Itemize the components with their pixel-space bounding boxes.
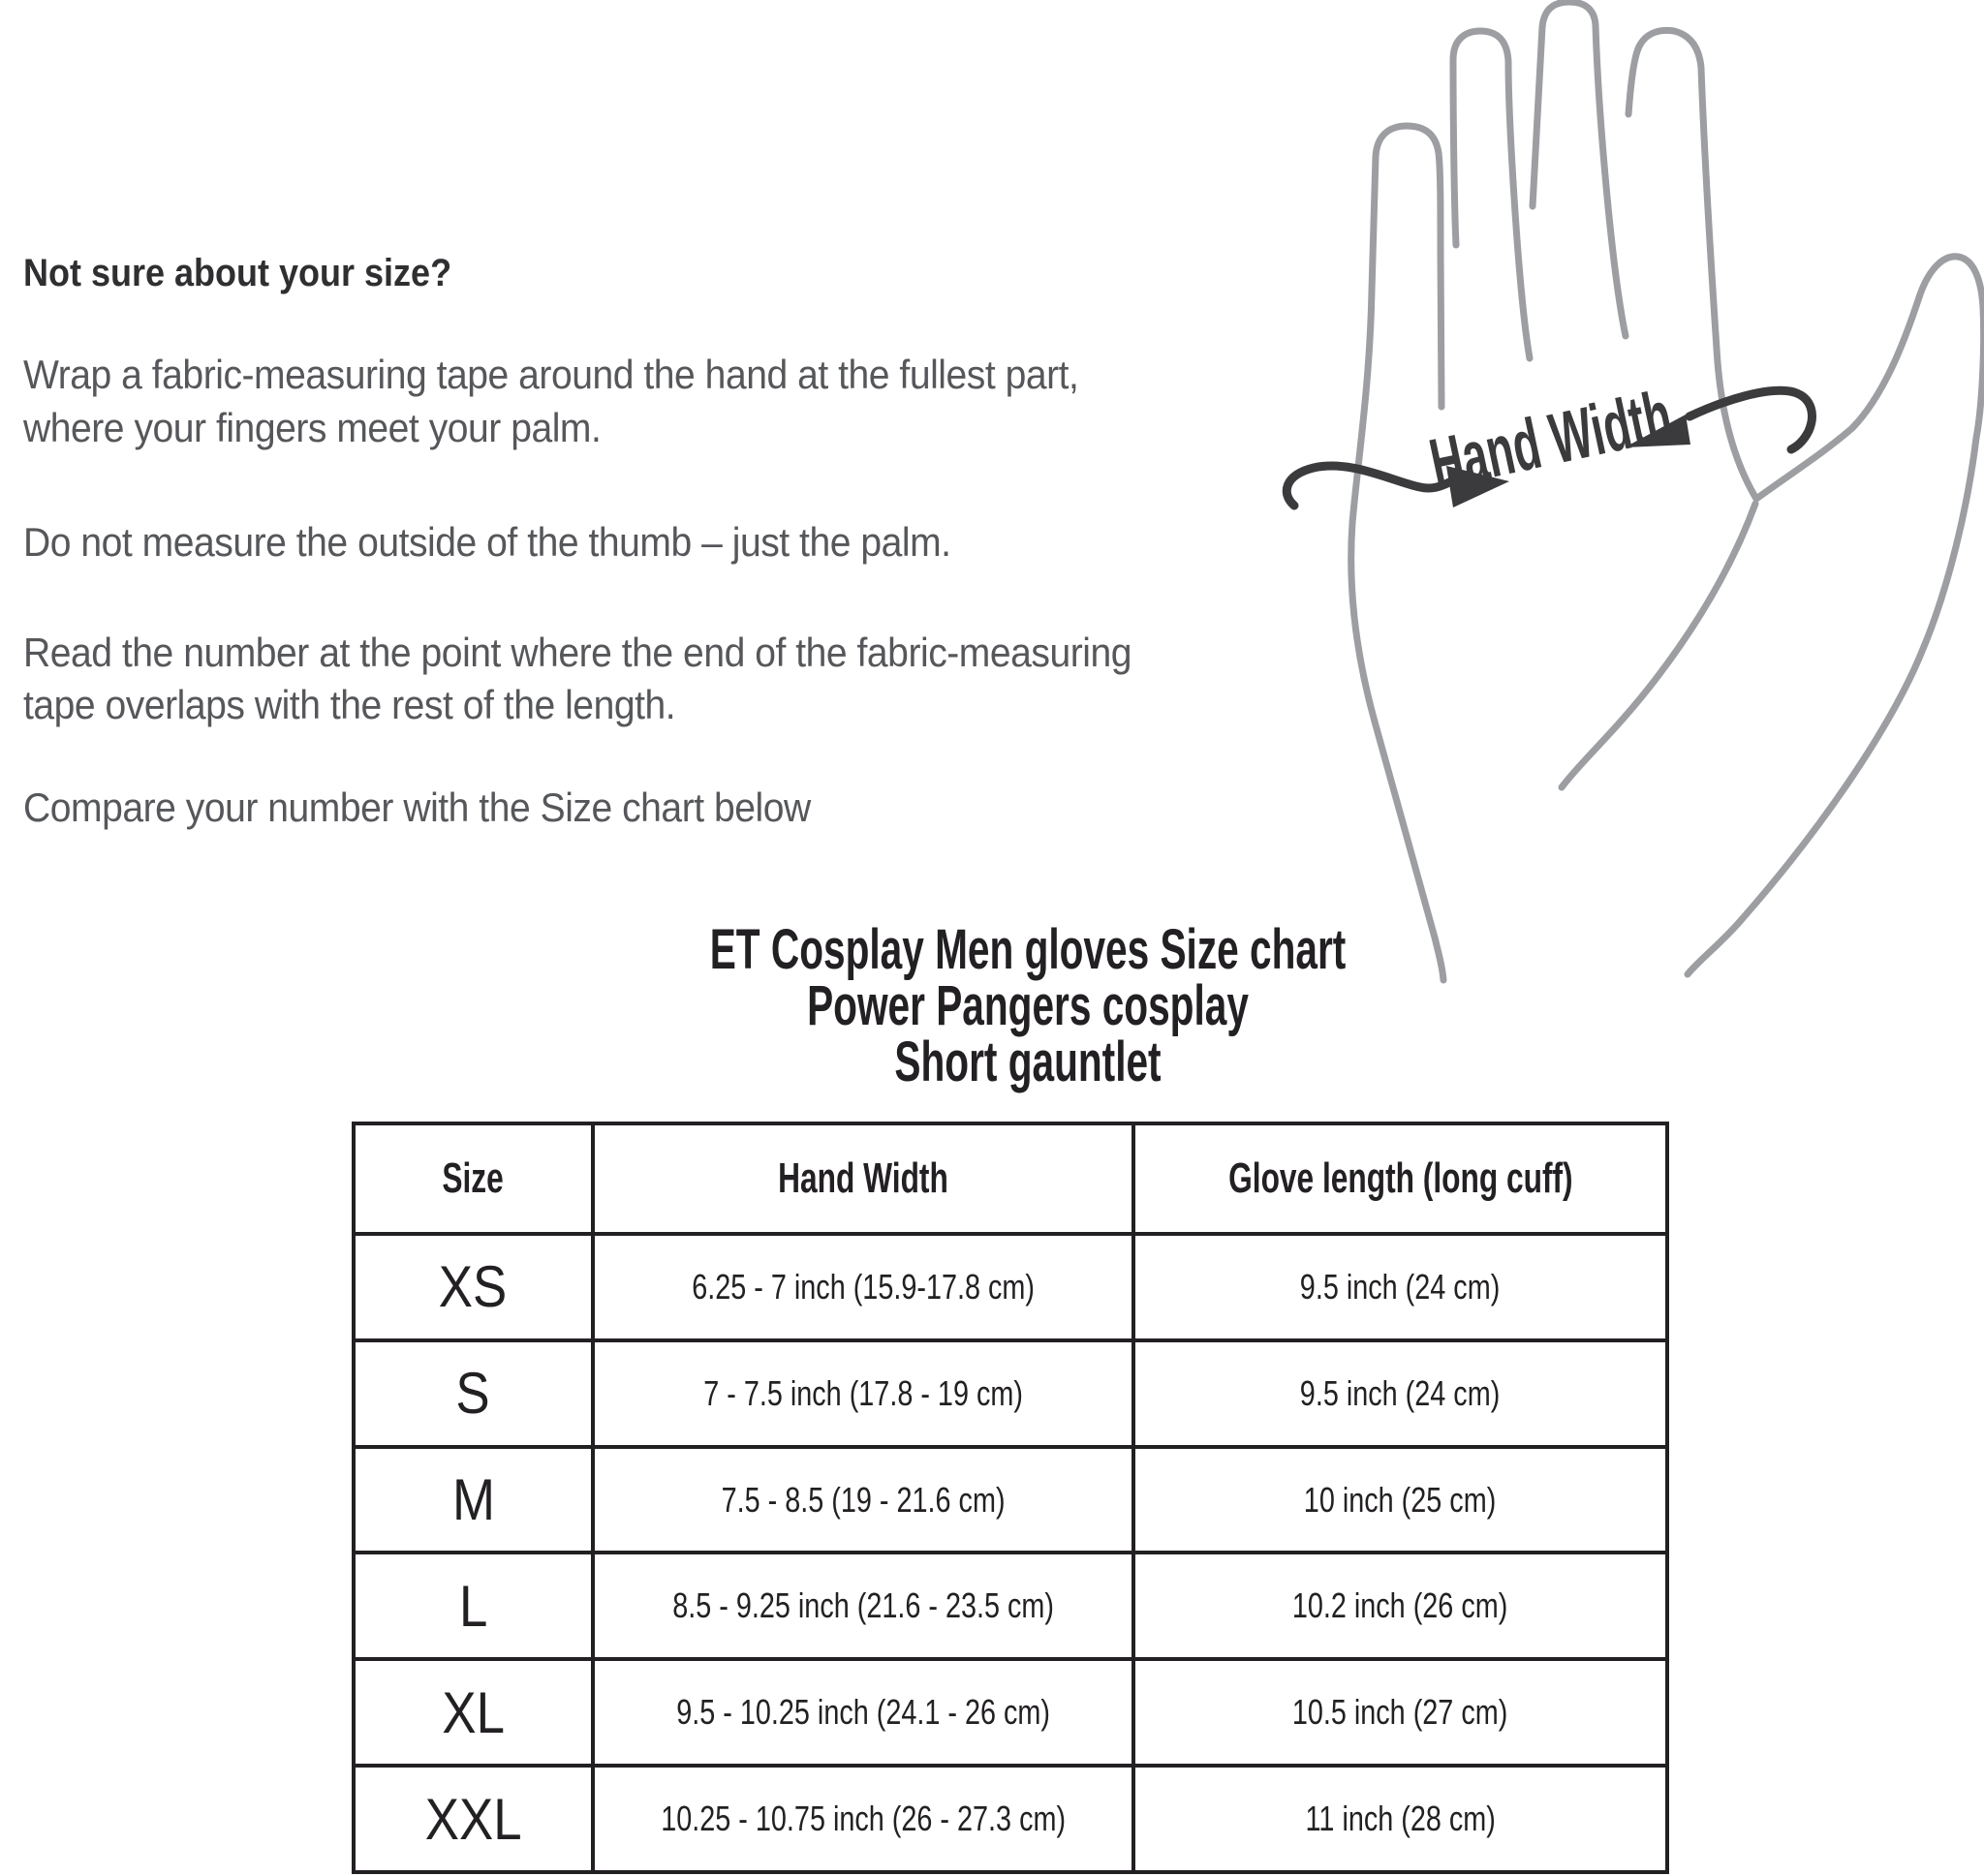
cell-glove-length: 10.2 inch (26 cm) — [1133, 1553, 1667, 1659]
table-row-xl — [354, 1659, 1667, 1766]
cell-hand-width: 10.25 - 10.75 inch (26 - 27.3 cm) — [593, 1766, 1133, 1872]
size-table — [352, 1122, 1669, 1874]
table-row-s — [354, 1340, 1667, 1447]
page-title: Not sure about your size? — [23, 252, 452, 294]
size-chart-title-line1: ET Cosplay Men gloves Size chart — [709, 918, 1347, 981]
cell-hand-width: 7 - 7.5 inch (17.8 - 19 cm) — [593, 1340, 1133, 1447]
instruction-compare: Compare your number with the Size chart below — [23, 784, 811, 830]
instruction-wrap-line2: where your fingers meet your palm. — [23, 405, 602, 450]
hand-width-label: Hand Width — [1423, 343, 1829, 505]
cell-glove-length: 9.5 inch (24 cm) — [1133, 1340, 1667, 1447]
col-header-hand-width: Hand Width — [593, 1123, 1133, 1234]
hand-pinky-palm-outline — [1351, 126, 1443, 980]
cell-size: S — [354, 1340, 593, 1447]
table-row-m — [354, 1447, 1667, 1553]
hand-ring-finger-outline — [1453, 31, 1530, 358]
cell-hand-width: 8.5 - 9.25 inch (21.6 - 23.5 cm) — [593, 1553, 1133, 1659]
instruction-read-line2: tape overlaps with the rest of the length. — [23, 682, 676, 727]
arrow-left-arc — [1286, 466, 1449, 506]
col-header-glove-length: Glove length (long cuff) — [1133, 1123, 1667, 1234]
cell-glove-length: 11 inch (28 cm) — [1133, 1766, 1667, 1872]
hand-index-thumb-outline — [1628, 30, 1984, 974]
instruction-wrap-line1: Wrap a fabric-measuring tape around the hand at the fullest part, — [23, 352, 1079, 397]
cell-glove-length: 10.5 inch (27 cm) — [1133, 1659, 1667, 1766]
cell-hand-width: 9.5 - 10.25 inch (24.1 - 26 cm) — [593, 1659, 1133, 1766]
hand-diagram — [1279, 0, 1984, 1007]
hand-palm-crease — [1562, 504, 1755, 787]
instruction-thumb: Do not measure the outside of the thumb – just the palm. — [23, 519, 951, 565]
cell-glove-length: 9.5 inch (24 cm) — [1133, 1234, 1667, 1340]
cell-size: XXL — [354, 1766, 593, 1872]
cell-hand-width: 6.25 - 7 inch (15.9-17.8 cm) — [593, 1234, 1133, 1340]
size-table-header-row — [354, 1123, 1667, 1234]
size-chart-title-line3: Short gauntlet — [894, 1030, 1162, 1093]
cell-glove-length: 10 inch (25 cm) — [1133, 1447, 1667, 1553]
cell-size: XS — [354, 1234, 593, 1340]
arrow-right-arc — [1690, 390, 1812, 449]
instruction-read-line1: Read the number at the point where the end of the fabric-measuring — [23, 630, 1132, 675]
table-row-xxl — [354, 1766, 1667, 1872]
cell-size: XL — [354, 1659, 593, 1766]
col-header-size: Size — [354, 1123, 593, 1234]
hand-middle-finger-outline — [1533, 2, 1626, 336]
table-row-l — [354, 1553, 1667, 1659]
table-row-xs — [354, 1234, 1667, 1340]
cell-hand-width: 7.5 - 8.5 (19 - 21.6 cm) — [593, 1447, 1133, 1553]
size-chart-title — [388, 918, 1668, 1093]
size-chart-title-line2: Power Pangers cosplay — [807, 974, 1249, 1037]
cell-size: L — [354, 1553, 593, 1659]
cell-size: M — [354, 1447, 593, 1553]
